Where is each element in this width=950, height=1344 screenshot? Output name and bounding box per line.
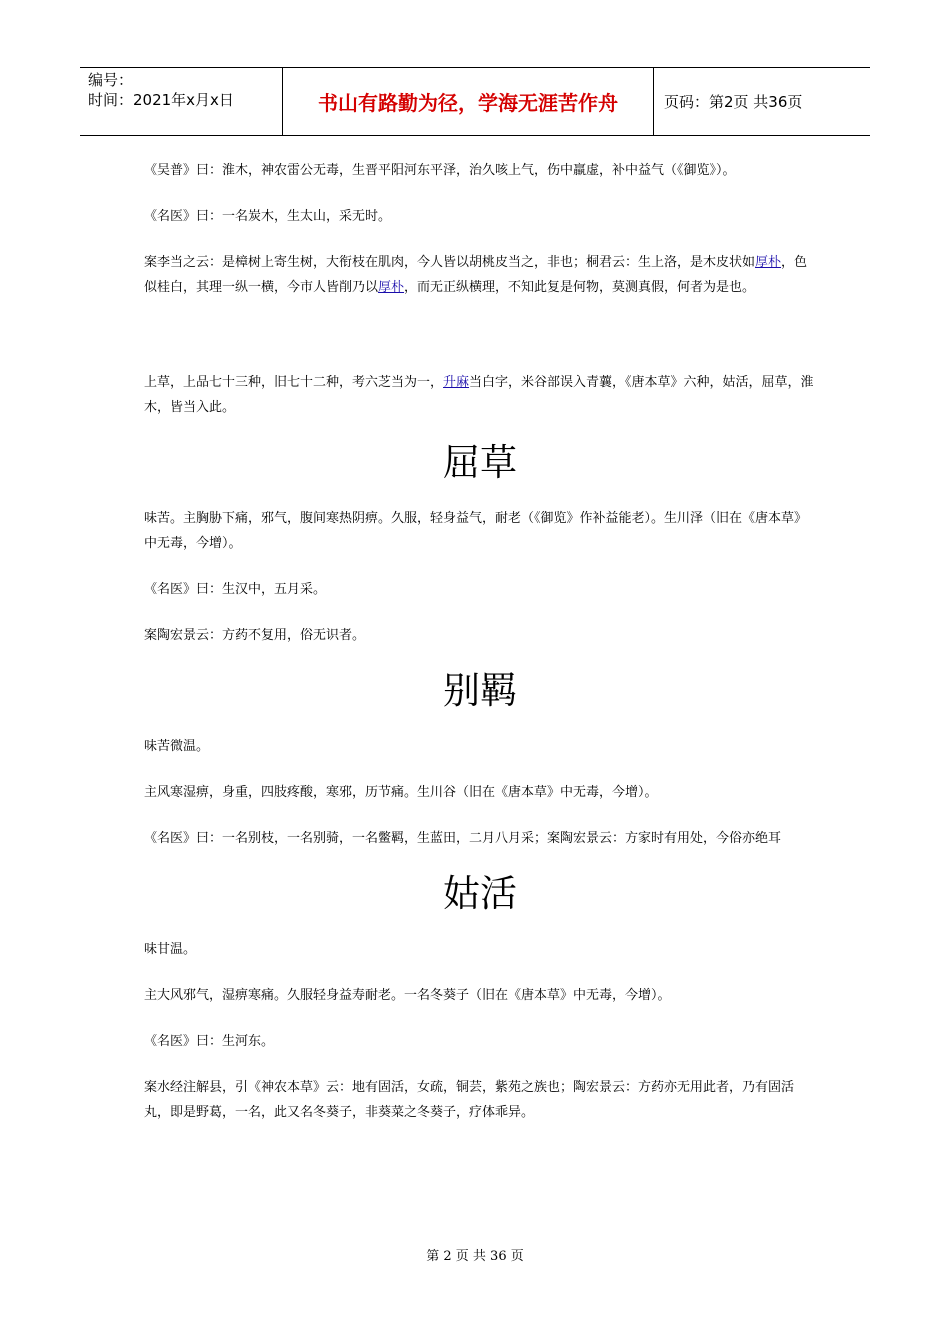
paragraph: 案水经注解县，引《神农本草》云：地有固活，女疏，铜芸，紫苑之族也；陶宏景云：方药亦无用此者，乃有固活丸，即是野葛，一名，此又名冬葵子，非葵菜之冬葵子，疗体乖异。 [144, 1080, 795, 1120]
paragraph: 《名医》曰：生汉中，五月采。 [144, 582, 327, 597]
paragraph: 案陶宏景云：方药不复用，俗无识者。 [144, 628, 366, 643]
header-number: 编号： [88, 71, 134, 89]
header-time: 时间：2021年x月x日 [88, 91, 234, 109]
section-heading-guhuo: 姑活 [443, 872, 517, 915]
document-body [144, 158, 816, 1125]
paragraph: 主大风邪气，湿痹寒痛。久服轻身益寿耐老。一名冬葵子（旧在《唐本草》中无毒，今增）。 [144, 988, 671, 1003]
paragraph: 味苦微温。 [144, 739, 210, 754]
paragraph: 味苦。主胸胁下痛，邪气，腹间寒热阴痹。久服，轻身益气，耐老（《御览》作补益能老）。生川泽（旧在《唐本草》中无毒，今增）。 [144, 511, 808, 551]
paragraph: 味甘温。 [144, 942, 197, 957]
link-houpo-2[interactable]: 厚朴 [378, 280, 405, 295]
header-page-info: 页码：第2页 共36页 [664, 93, 803, 111]
header-motto: 书山有路勤为径，学海无涯苦作舟 [282, 68, 654, 135]
section-heading-bieji: 别羁 [443, 669, 517, 712]
header-meta [80, 68, 282, 135]
section-heading-qucao: 屈草 [443, 441, 517, 484]
paragraph: 主风寒湿痹，身重，四肢疼酸，寒邪，历节痛。生川谷（旧在《唐本草》中无毒，今增）。 [144, 785, 658, 800]
paragraph: 上草，上品七十三种，旧七十二种，考六芝当为一，升麻当白字，米谷部误入青蘘，《唐本草》六种，姑活，屈草，淮木，皆当入此。 [144, 375, 814, 415]
paragraph: 《名医》曰：生河东。 [144, 1034, 275, 1049]
paragraph: 案李当之云：是樟树上寄生树，大衔枝在肌肉，今人皆以胡桃皮当之，非也；桐君云：生上洛，是木皮状如厚朴，色似桂白，其理一纵一横，今市人皆削乃以厚朴，而无正纵横理，不知此复是何物，莫测真假，何者为是也。 [144, 255, 808, 295]
page-header [80, 67, 870, 136]
link-houpo[interactable]: 厚朴 [755, 255, 782, 270]
paragraph: 《名医》曰：一名炭木，生太山，采无时。 [144, 209, 392, 224]
link-shengma[interactable]: 升麻 [443, 375, 470, 390]
paragraph: 《名医》曰：一名别枝，一名别骑，一名鳖羁，生蓝田，二月八月采；案陶宏景云：方家时有用处，今俗亦绝耳 [144, 831, 782, 846]
page-footer: 第 2 页 共 36 页 [426, 1249, 524, 1264]
paragraph: 《吴普》曰：淮木，神农雷公无毒，生晋平阳河东平泽，治久咳上气，伤中羸虚，补中益气（《御览》）。 [144, 163, 736, 178]
